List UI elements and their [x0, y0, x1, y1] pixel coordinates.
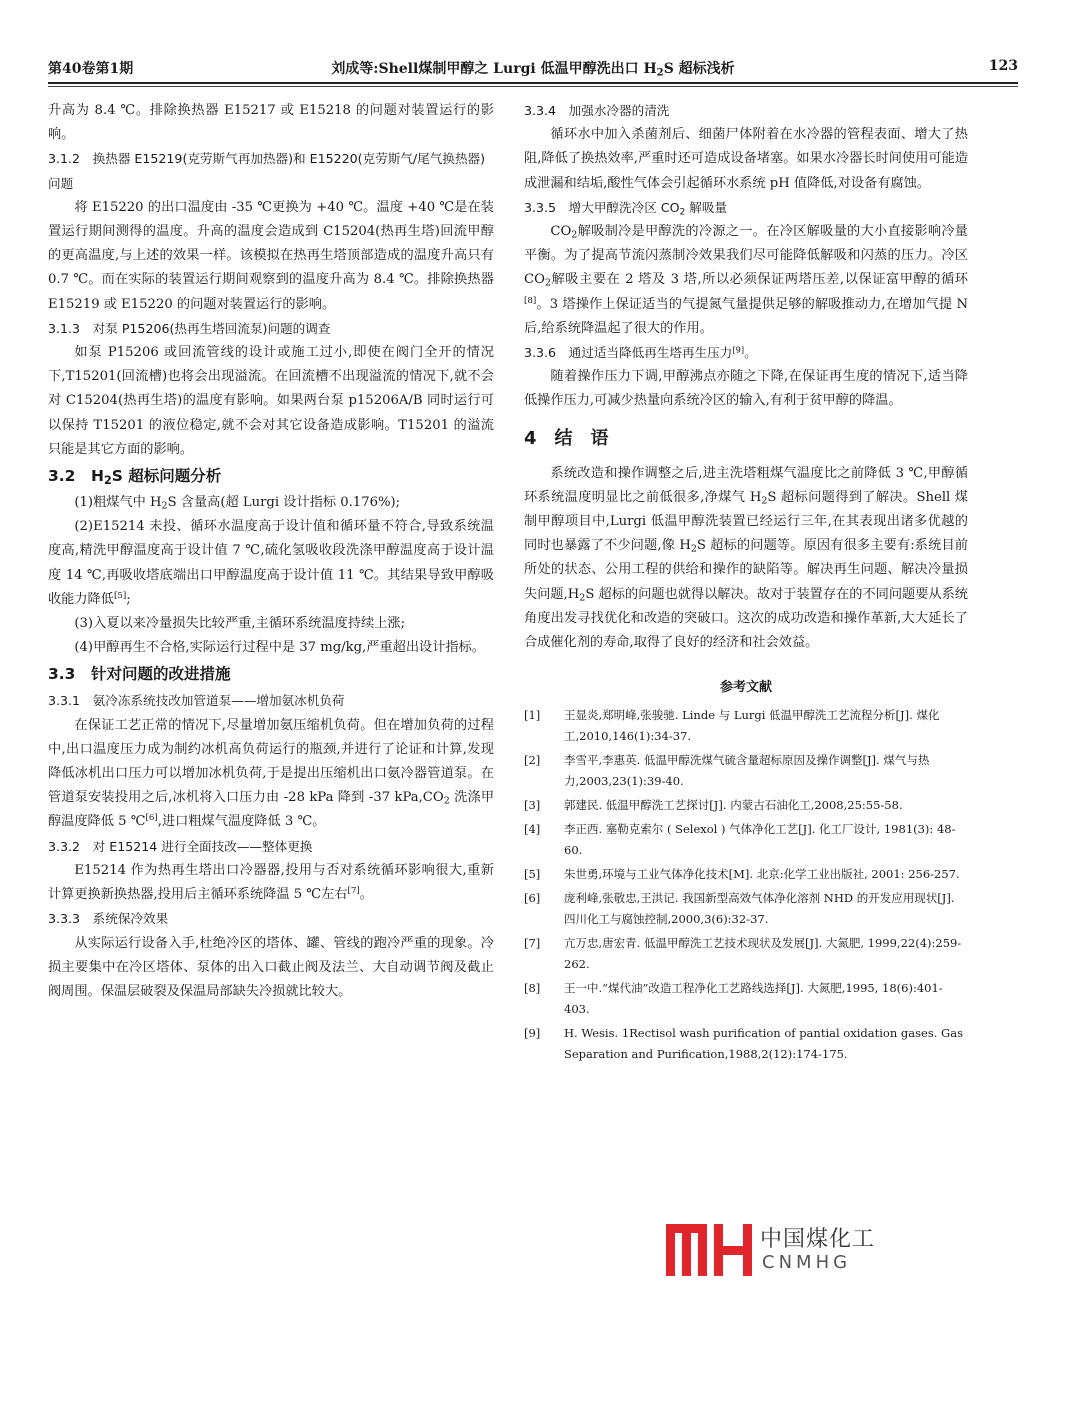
paragraph: 循环水中加入杀菌剂后、细菌尸体附着在水冷器的管程表面、增大了热阻,降低了换热效率,严重时还可造成设备堵塞。如果水冷器长时间使用可能造成泄漏和结垢,酸性气体会引起循环水系统 pH 值降低,对设备有腐蚀。 — [524, 127, 968, 191]
reference-item: [6] 庞利峰,张敬忠,王洪记. 我国新型高效气体净化溶剂 NHD 的开发应用现状[J]. 四川化工与腐蚀控制,2000,3(6):32-37. — [524, 891, 955, 927]
section-heading: 3.3 针对问题的改进措施 — [48, 665, 231, 684]
page-number: 123 — [988, 58, 1018, 74]
paragraph: 从实际运行设备入手,杜绝冷区的塔体、罐、管线的跑冷严重的现象。冷损主要集中在冷区塔体、泵体的出入口截止阀及法兰、大自动调节阀及截止阀周围。保温层破裂及保温局部缺失冷损就比较大。 — [48, 935, 494, 999]
reference-list — [524, 705, 968, 1065]
list-item: (2)E15214 未投、循环水温度高于设计值和循环量不符合,导致系统温度高,精洗甲醇温度高于设计值 7 ℃,硫化氢吸收段洗涤甲醇温度高于设计温度 14 ℃,再吸收塔底端出口甲醇温度高于设计值 11 ℃。其结果导致甲醇吸收能力降低[5]; — [48, 519, 494, 607]
subsection-heading: 3.1.2 换热器 E15219(克劳斯气再加热器)和 E15220(克劳斯气/尾气换热器)问题 — [48, 151, 486, 191]
left-column — [48, 99, 494, 1004]
header-rule-thin — [48, 86, 1018, 87]
subsection-heading: 3.3.1 氨冷冻系统技改加管道泵——增加氨冰机负荷 — [48, 693, 345, 709]
paragraph: 将 E15220 的出口温度由 -35 ℃更换为 +40 ℃。温度 +40 ℃是在装置运行期间测得的温度。升高的温度会造成到 C15204(热再生塔)回流甲醇的更高温度,与上述的效果一样。该模拟在热再生塔顶部造成的温度升高只有 0.7 ℃。而在实际的装置运行期间观察到的温度升高为 8.4 ℃。排除换热器 E15219 或 E15220 的问题对装置运行的影响。 — [48, 199, 494, 312]
reference-item: [5] 朱世勇,环境与工业气体净化技术[M]. 北京:化学工业出版社, 2001: 256-257. — [524, 867, 960, 882]
subsection-heading: 3.3.4 加强水冷器的清洗 — [524, 103, 670, 118]
list-item: (1)粗煤气中 $H_2S$ 含量高(超 Lurgi 设计指标 0.176%); — [74, 495, 401, 512]
reference-item: [8] 王一中.“煤代油”改造工程净化工艺路线选择[J]. 大氮肥,1995, 18(6):401-403. — [524, 981, 943, 1017]
paragraph: 随着操作压力下调,甲醇沸点亦随之下降,在保证再生度的情况下,适当降低操作压力,可减少热量向系统冷区的输入,有利于贫甲醇的降温。 — [524, 369, 968, 409]
subsection-heading: 3.3.6 通过适当降低再生塔再生压力[9]。 — [524, 344, 757, 361]
logo-english-text: CNMHG — [762, 1252, 852, 1273]
subsection-heading: 3.1.3 对泵 P15206(热再生塔回流泵)问题的调查 — [48, 320, 331, 336]
references-title: 参考文献 — [719, 680, 772, 696]
paragraph: 系统改造和操作调整之后,进主洗塔粗煤气温度比之前降低 3 ℃,甲醇循环系统温度明显比之前低很多,净煤气 $H_2S$ 超标问题得到了解决。Shell 煤制甲醇项目中,Lurgi 低温甲醇洗装置已经运行三年,在其表现出诸多优越的同时也暴露了不少问题,像 $H_2S$ 超标的问题等。原因有很多主要有:系统目前所处的状态、公用工程的供给和操作的缺陷等。解决再生问题、解决冷量损失问题$,H_2S$ 超标的问题也就得以解决。故对于装置存在的不同问题要从系统角度出发寻找优化和改造的突破口。这次的成功改造和操作革新,大大延长了合成催化剂的寿命,取得了良好的经济和社会效益。 — [524, 465, 968, 651]
cnmhg-logo — [664, 1220, 884, 1282]
subsection-heading: 3.3.5 增大甲醇洗冷区 $CO_2$ 解吸量 — [524, 199, 728, 218]
running-header — [48, 52, 1018, 82]
running-title: 刘成等:Shell煤制甲醇之 Lurgi 低温甲醇洗出口 $H_2S$ 超标浅析 — [331, 61, 735, 79]
paragraph: 升高为 8.4 ℃。排除换热器 E15217 或 E15218 的问题对装置运行的影响。 — [48, 103, 494, 143]
reference-item: [9] H. Wesis. 1Rectisol wash purification of pantial oxidation gases. Gas Separation and Purification,1988,2(12):174-175. — [524, 1026, 963, 1062]
reference-item: [7] 亢万忠,唐宏青. 低温甲醇洗工艺技术现状及发展[J]. 大氮肥, 1999,22(4):259-262. — [524, 936, 962, 972]
header-rule — [48, 82, 1018, 84]
subsection-heading: 3.3.3 系统保冷效果 — [48, 911, 169, 927]
list-item: (4)甲醇再生不合格,实际运行过程中是 37 mg/kg,严重超出设计指标。 — [74, 640, 485, 656]
section-heading: 3.2 $H_2S$ 超标问题分析 — [48, 467, 222, 487]
list-item: (3)入夏以来冷量损失比较严重,主循环系统温度持续上涨; — [74, 616, 406, 632]
right-column — [524, 99, 968, 1068]
reference-item: [4] 李正西. 塞勒克索尔 ( Selexol ) 气体净化工艺[J]. 化工厂设计, 1981(3): 48-60. — [524, 822, 956, 858]
conclusion-heading: 4 结 语 — [524, 427, 609, 449]
reference-item: [3] 郭建民. 低温甲醇洗工艺探讨[J]. 内蒙古石油化工,2008,25:55-58. — [524, 798, 903, 813]
paragraph: 如泵 P15206 或回流管线的设计或施工过小,即使在阀门全开的情况下,T15201(回流槽)也将会出现溢流。在回流槽不出现溢流的情况下,就不会对 C15204(热再生塔)的温度有影响。如果两台泵 p15206A/B 同时运行可以保持 T15201 的液位稳定,就不会对其它设备造成影响。T15201 的溢流只能是其它方面的影响。 — [48, 345, 494, 457]
journal-volume: 第40卷第1期 — [48, 61, 134, 77]
cnmhg-logo-mark — [664, 1220, 756, 1278]
reference-item: [2] 李雪平,李惠英. 低温甲醇洗煤气硫含量超标原因及操作调整[J]. 煤气与热力,2003,23(1):39-40. — [524, 753, 930, 789]
paragraph: E15214 作为热再生塔出口冷器器,投用与否对系统循环影响很大,重新计算更换新换热器,投用后主循环系统降温 5 ℃左右[7]。 — [48, 862, 494, 903]
reference-item: [1] 王显炎,郑明峰,张骏驰. Linde 与 Lurgi 低温甲醇洗工艺流程分析[J]. 煤化工,2010,146(1):34-37. — [524, 708, 940, 744]
paragraph: $CO_2$解吸制冷是甲醇洗的冷源之一。在冷区解吸量的大小直接影响冷量平衡。为了提高节流闪蒸制冷效果我们尽可能降低解吸和闪蒸的压力。冷区 $CO_2$解吸主要在 2 塔及 3 塔,所以必须保证两塔压差,以保证富甲醇的循环[8]。3 塔操作上保证适当的气提氮气量提供足够的解吸推动力,在增加气提 N 后,给系统降温起了很大的作用。 — [524, 224, 968, 336]
logo-chinese-text: 中国煤化工 — [760, 1227, 876, 1252]
subsection-heading: 3.3.2 对 E15214 进行全面技改——整体更换 — [48, 838, 313, 854]
paragraph: 在保证工艺正常的情况下,尽量增加氨压缩机负荷。但在增加负荷的过程中,出口温度压力成为制约冰机高负荷运行的瓶颈,并进行了论证和计算,发现降低冰机出口压力可以增加冰机负荷,于是提出压缩机出口氨冷器管道泵。在管道泵安装投用之后,冰机将入口压力由 -28 kPa 降到 -37 $kPa,CO_2$ 洗涤甲醇温度降低 5 ℃[6],进口粗煤气温度降低 3 ℃。 — [48, 717, 495, 830]
